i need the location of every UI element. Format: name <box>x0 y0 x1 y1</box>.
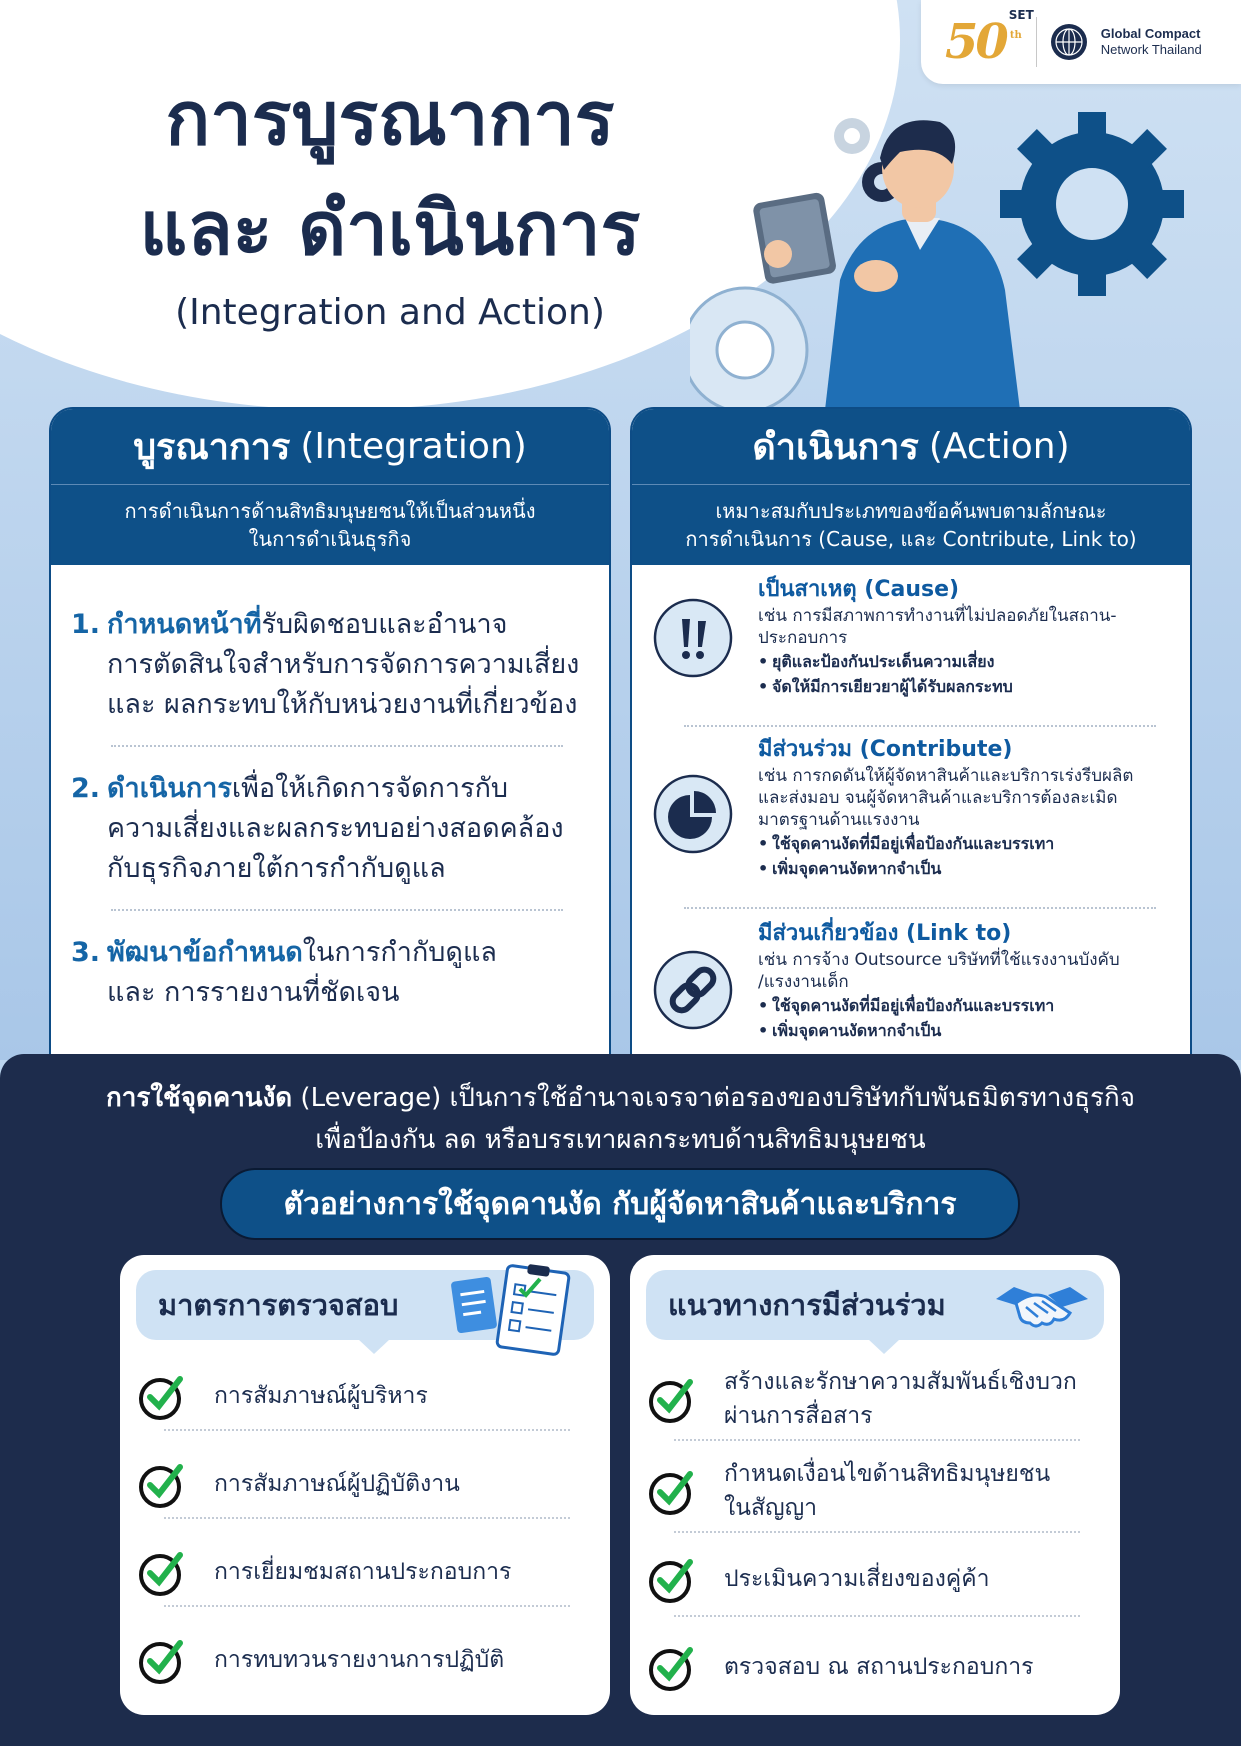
check-circle-icon <box>138 1547 188 1597</box>
check-circle-icon <box>138 1635 188 1685</box>
engagement-item: สร้างและรักษาความสัมพันธ์เชิงบวก ผ่านการสื่อสาร <box>630 1363 1120 1435</box>
global-compact-text: Global Compact Network Thailand <box>1100 26 1202 57</box>
clipboard-checklist-icon <box>450 1263 580 1359</box>
audit-item: การเยี่ยมชมสถานประกอบการ <box>120 1539 610 1605</box>
action-subheading: เหมาะสมกับประเภทของข้อค้นพบตามลักษณะ การดำเนินการ (Cause, และ Contribute, Link to) <box>632 485 1190 565</box>
page-title-line1: การบูรณาการ <box>165 76 615 162</box>
integration-item-1: 1. กำหนดหน้าที่รับผิดชอบและอำนาจ การตัดสินใจสำหรับการจัดการความเสี่ยง และ ผลกระทบให้กับหน่วยงานที่เกี่ยวข้อง <box>71 609 580 720</box>
audit-item: การทบทวนรายงานการปฏิบัติ <box>120 1627 610 1693</box>
page-title-line2: และ ดำเนินการ <box>139 186 641 272</box>
integration-subheading: การดำเนินการด้านสิทธิมนุษยชนให้เป็นส่วนหนึ่ง ในการดำเนินธุรกิจ <box>51 485 609 565</box>
audit-item: การสัมภาษณ์ผู้ปฏิบัติงาน <box>120 1451 610 1517</box>
divider <box>164 1429 570 1431</box>
divider <box>164 1517 570 1519</box>
page-subtitle: (Integration and Action) <box>175 292 605 333</box>
divider <box>674 1531 1080 1533</box>
action-heading: ดำเนินการ (Action) <box>632 409 1190 485</box>
leverage-description: การใช้จุดคานงัด (Leverage) เป็นการใช้อำนาจเจรจาต่อรองของบริษัทกับพันธมิตรทางธุรกิจ เพื่อป้องกัน ลด หรือบรรเทาผลกระทบด้านสิทธิมนุษยชน <box>106 1083 1135 1155</box>
check-circle-icon <box>138 1371 188 1421</box>
check-circle-icon <box>648 1554 698 1604</box>
divider <box>111 909 563 911</box>
pie-chart-icon <box>652 773 734 855</box>
integration-card <box>49 407 611 1067</box>
check-circle-icon <box>138 1459 188 1509</box>
action-item-cause: เป็นสาเหตุ (Cause) เช่น การมีสภาพการทำงานที่ไม่ปลอดภัยในสถาน- ประกอบการ • ยุติและป้องกันประเด็นความเสี่ยง • จัดให้มีการเยียวยาผู้ได้รับผลกระทบ <box>632 575 1190 725</box>
engagement-panel <box>630 1255 1120 1715</box>
engagement-heading: แนวทางการมีส่วนร่วม <box>646 1270 1104 1340</box>
divider <box>164 1605 570 1607</box>
action-card <box>630 407 1192 1067</box>
engagement-item: กำหนดเงื่อนไขด้านสิทธิมนุษยชน ในสัญญา <box>630 1455 1120 1527</box>
engagement-item: ประเมินความเสี่ยงของคู่ค้า <box>630 1543 1120 1615</box>
action-item-contribute: มีส่วนร่วม (Contribute) เช่น การกดดันให้ผู้จัดหาสินค้าและบริการเร่งรีบผลิต และส่งมอบ จนผู้จัดหาสินค้าและบริการต้องละเมิด มาตรฐานด้านแรงงาน • ใช้จุดคานงัดที่มีอยู่เพื่อป้องกันและบรรเทา • เพิ่มจุดคานงัดหากจำเป็น <box>632 727 1190 907</box>
handshake-icon <box>992 1273 1092 1337</box>
check-circle-icon <box>648 1374 698 1424</box>
link-chain-icon <box>652 949 734 1031</box>
integration-list <box>51 565 609 1013</box>
exclamation-icon <box>652 597 734 679</box>
check-circle-icon <box>648 1642 698 1692</box>
integration-item-3: 3. พัฒนาข้อกำหนดในการกำกับดูแล และ การรายงานที่ชัดเจน <box>71 937 497 1008</box>
divider <box>674 1439 1080 1441</box>
logo-box <box>921 0 1241 84</box>
audit-item: การสัมภาษณ์ผู้บริหาร <box>120 1363 610 1429</box>
audit-heading: มาตรการตรวจสอบ <box>136 1270 594 1340</box>
integration-heading: บูรณาการ (Integration) <box>51 409 609 485</box>
man-with-tablet-illustration <box>690 100 1241 410</box>
engagement-item: ตรวจสอบ ณ สถานประกอบการ <box>630 1631 1120 1703</box>
audit-panel <box>120 1255 610 1715</box>
logo-divider <box>1036 17 1037 67</box>
action-item-link: มีส่วนเกี่ยวข้อง (Link to) เช่น การจ้าง Outsource บริษัทที่ใช้แรงงานบังคับ /แรงงานเด็ก • ใช้จุดคานงัดที่มีอยู่เพื่อป้องกันและบรรเทา • เพิ่มจุดคานงัดหากจำเป็น <box>632 909 1190 1067</box>
divider <box>674 1615 1080 1617</box>
check-circle-icon <box>648 1466 698 1516</box>
divider <box>111 745 563 747</box>
leverage-example-pill: ตัวอย่างการใช้จุดคานงัด กับผู้จัดหาสินค้าและบริการ <box>220 1168 1020 1240</box>
set-50-logo: 50 SET th <box>945 8 1034 70</box>
un-globe-icon <box>1049 22 1089 62</box>
integration-item-2: 2. ดำเนินการเพื่อให้เกิดการจัดการกับ ความเสี่ยงและผลกระทบอย่างสอดคล้อง กับธุรกิจภายใต้การกำกับดูแล <box>71 773 564 884</box>
